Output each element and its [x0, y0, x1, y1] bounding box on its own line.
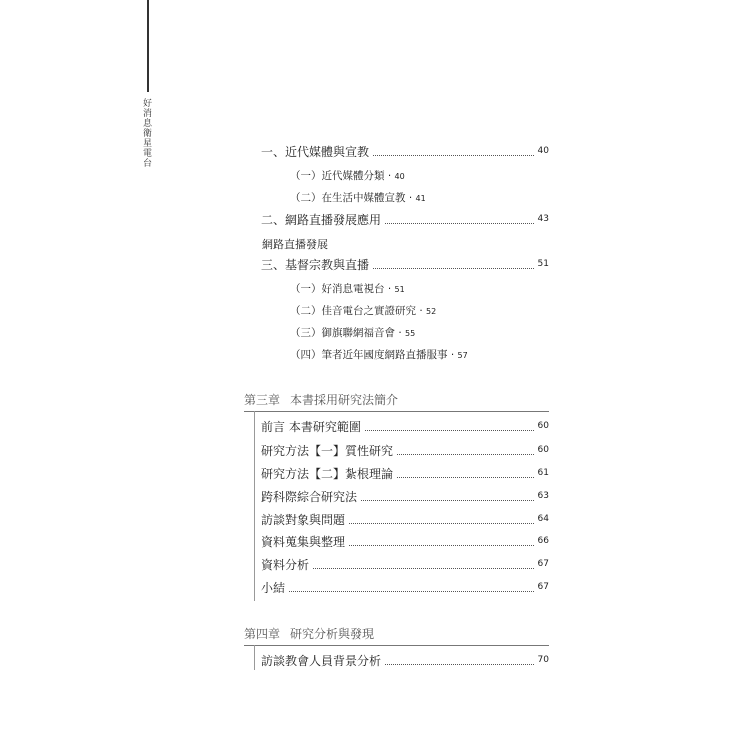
toc-entry-label: 二、網路直播發展應用 — [261, 212, 382, 227]
toc-subentry-page: 51 — [394, 285, 405, 294]
toc-entry-label: 資料蒐集與整理 — [261, 534, 346, 549]
toc-subentry-page: 57 — [457, 351, 468, 360]
toc-entry-page: 51 — [537, 259, 549, 269]
toc-entry[interactable] — [261, 533, 549, 549]
chapter-number: 第三章 — [244, 393, 281, 407]
toc-entry[interactable] — [261, 211, 549, 227]
toc-subentry-label: （四）筆者近年國度網路直播服事 — [290, 349, 448, 361]
dot-leader — [313, 568, 534, 569]
chapter-bracket — [254, 645, 255, 670]
toc-entry-label: 資料分析 — [261, 557, 310, 572]
dot-leader — [365, 430, 534, 431]
toc-entry[interactable] — [261, 143, 549, 159]
toc-subentry[interactable]: （二）在生活中媒體宣教 · 41 — [290, 192, 426, 204]
toc-entry-page: 61 — [537, 468, 549, 478]
toc-subentry[interactable]: （一）近代媒體分類 · 40 — [290, 170, 405, 182]
margin-rule — [147, 0, 149, 92]
toc-entry-page: 60 — [537, 421, 549, 431]
toc-subentry-label: （二）在生活中媒體宣教 — [290, 192, 406, 204]
toc-entry-page: 67 — [537, 559, 549, 569]
chapter-heading — [244, 625, 374, 642]
toc-entry-label: 小結 — [261, 580, 286, 595]
toc-entry-page: 66 — [537, 536, 549, 546]
toc-entry-label: 研究方法【二】紮根理論 — [261, 466, 394, 481]
toc-entry[interactable] — [261, 256, 549, 272]
dot-leader — [397, 477, 534, 478]
toc-entry[interactable] — [261, 465, 549, 481]
toc-subentry-label: （一）好消息電視台 — [290, 283, 385, 295]
dot-leader — [349, 545, 534, 546]
toc-entry-label: 前言 本書研究範圍 — [261, 419, 361, 434]
toc-entry-page: 43 — [537, 214, 549, 224]
chapter-rule — [244, 411, 549, 412]
toc-entry-label: 跨科際綜合研究法 — [261, 489, 358, 504]
toc-entry-page: 64 — [537, 514, 549, 524]
dot-leader — [361, 500, 534, 501]
toc-subentry[interactable]: （四）筆者近年國度網路直播服事 · 57 — [290, 349, 468, 361]
toc-entry-page: 67 — [537, 582, 549, 592]
chapter-rule — [244, 645, 549, 646]
toc-entry-label: 研究方法【一】質性研究 — [261, 443, 394, 458]
chapter-heading — [244, 391, 398, 408]
toc-entry[interactable] — [261, 442, 549, 458]
toc-entry-page: 63 — [537, 491, 549, 501]
chapter-title: 本書採用研究法簡介 — [290, 393, 399, 407]
chapter-title: 研究分析與發現 — [290, 627, 375, 641]
toc-entry[interactable] — [261, 418, 549, 434]
dot-leader — [373, 268, 534, 269]
toc-subentry-page: 55 — [405, 329, 416, 338]
dot-leader — [385, 664, 534, 665]
toc-entry-label: 訪談對象與問題 — [261, 512, 346, 527]
toc-subentry-page: 52 — [426, 307, 437, 316]
toc-plain-entry: 網路直播發展 — [262, 238, 328, 251]
toc-subentry[interactable]: （三）御旗聯網福音會 · 55 — [290, 327, 416, 339]
dot-leader — [289, 591, 534, 592]
toc-entry-page: 70 — [537, 655, 549, 665]
chapter-bracket — [254, 411, 255, 601]
toc-entry[interactable] — [261, 579, 549, 595]
toc-subentry-label: （三）御旗聯網福音會 — [290, 327, 395, 339]
toc-subentry[interactable]: （一）好消息電視台 · 51 — [290, 283, 405, 295]
toc-entry-page: 60 — [537, 445, 549, 455]
toc-entry-page: 40 — [537, 146, 549, 156]
toc-subentry-label: （一）近代媒體分類 — [290, 170, 385, 182]
running-head: 好消息衛星電台 — [141, 98, 151, 168]
toc-entry-label: 三、基督宗教與直播 — [261, 257, 370, 272]
toc-entry[interactable] — [261, 488, 549, 504]
toc-subentry-page: 40 — [394, 172, 405, 181]
dot-leader — [373, 155, 534, 156]
toc-subentry-label: （二）佳音電台之實證研究 — [290, 305, 416, 317]
toc-entry-label: 訪談教會人員背景分析 — [261, 653, 382, 668]
toc-entry[interactable] — [261, 556, 549, 572]
chapter-number: 第四章 — [244, 627, 281, 641]
toc-entry[interactable] — [261, 511, 549, 527]
dot-leader — [385, 223, 534, 224]
toc-subentry-page: 41 — [415, 194, 426, 203]
toc-subentry[interactable]: （二）佳音電台之實證研究 · 52 — [290, 305, 437, 317]
toc-entry-label: 一、近代媒體與宣教 — [261, 144, 370, 159]
dot-leader — [397, 454, 534, 455]
dot-leader — [349, 523, 534, 524]
toc-entry[interactable] — [261, 652, 549, 668]
